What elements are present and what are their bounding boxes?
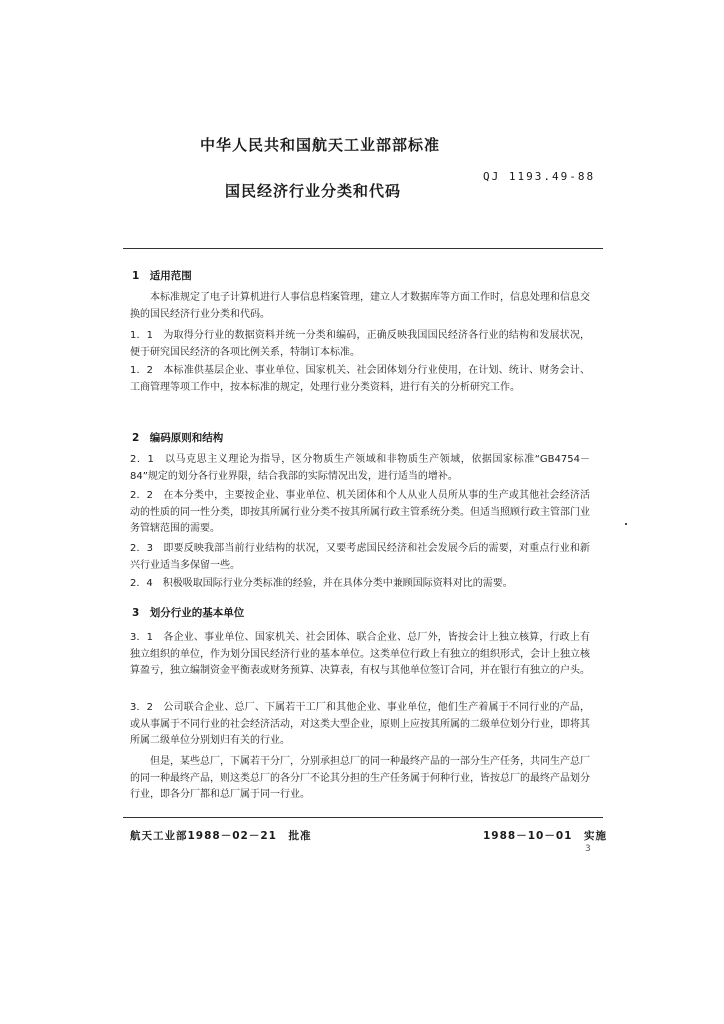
implementation-date: 1988－10－01 实施 xyxy=(483,830,607,842)
section-1-heading: 1 适用范围 xyxy=(132,270,192,282)
organization-title: 中华人民共和国航天工业部部标准 xyxy=(200,136,441,154)
section-1-intro: 本标准规定了电子计算机进行人事信息档案管理，建立人才数据库等方面工作时，信息处理和信息交换的国民经济行业分类和代码。 xyxy=(130,292,590,320)
top-divider xyxy=(123,248,603,249)
clause-3-2: 3．2 公司联合企业、总厂、下属若干工厂和其他企业、事业单位，他们生产着属于不同行业的产品，或从事属于不同行业的社会经济活动，对这类大型企业，原则上应按其所属的二级单位划分行业，即将其所属二级单位分别划归有关的行业。 xyxy=(130,702,590,746)
section-3-heading: 3 划分行业的基本单位 xyxy=(132,607,245,619)
clause-1-2: 1．2 本标准供基层企业、事业单位、国家机关、社会团体划分行业使用，在计划、统计、财务会计、工商管理等项工作中，按本标准的规定，处理行业分类资料，进行有关的分析研究工作。 xyxy=(130,365,590,393)
clause-3-2-note: 但是，某些总厂，下属若干分厂，分别承担总厂的同一种最终产品的一部分生产任务，共同生产总厂的同一种最终产品，则这类总厂的各分厂不论其分担的生产任务属于何种行业，皆按总厂的最终产品划分行业，即各分厂都和总厂属于同一行业。 xyxy=(130,756,590,800)
clause-2-4: 2．4 积极吸取国际行业分类标准的经验，并在具体分类中兼顾国际资料对比的需要。 xyxy=(130,578,513,589)
page-number: 3 xyxy=(585,844,591,854)
clause-2-1: 2．1 以马克思主义理论为指导，区分物质生产领域和非物质生产领域，依据国家标准“GB4754－84”规定的划分各行业界限，结合我部的实际情况出发，进行适当的增补。 xyxy=(130,454,590,482)
standard-code: QJ 1193.49-88 xyxy=(483,170,596,183)
document-title: 国民经济行业分类和代码 xyxy=(225,182,402,200)
approval-date: 航天工业部1988－02－21 批准 xyxy=(130,830,312,842)
scan-speck xyxy=(625,523,627,525)
bottom-divider xyxy=(123,817,603,818)
clause-2-2: 2．2 在本分类中，主要按企业、事业单位、机关团体和个人从业人员所从事的生产或其他社会经济活动的性质的同一性分类，即按其所属行业分类不按其所属行政主管系统分类。但适当照顾行政主管部门业务管辖范围的需要。 xyxy=(130,490,590,534)
clause-3-1: 3．1 各企业、事业单位、国家机关、社会团体、联合企业、总厂外，皆按会计上独立核算，行政上有独立组织的单位，作为划分国民经济行业的基本单位。这类单位行政上有独立的组织形式，会计上独立核算盈亏，独立编制资金平衡表或财务预算、决算表，有权与其他单位签订合同，并在银行有独立的户头。 xyxy=(130,632,590,676)
clause-2-3: 2．3 即要反映我部当前行业结构的状况，又要考虑国民经济和社会发展今后的需要，对重点行业和新兴行业适当多保留一些。 xyxy=(130,543,590,571)
section-2-heading: 2 编码原则和结构 xyxy=(132,432,224,444)
clause-1-1: 1．1 为取得分行业的数据资料并统一分类和编码，正确反映我国国民经济各行业的结构和发展状况，便于研究国民经济的各项比例关系，特制订本标准。 xyxy=(130,330,590,358)
